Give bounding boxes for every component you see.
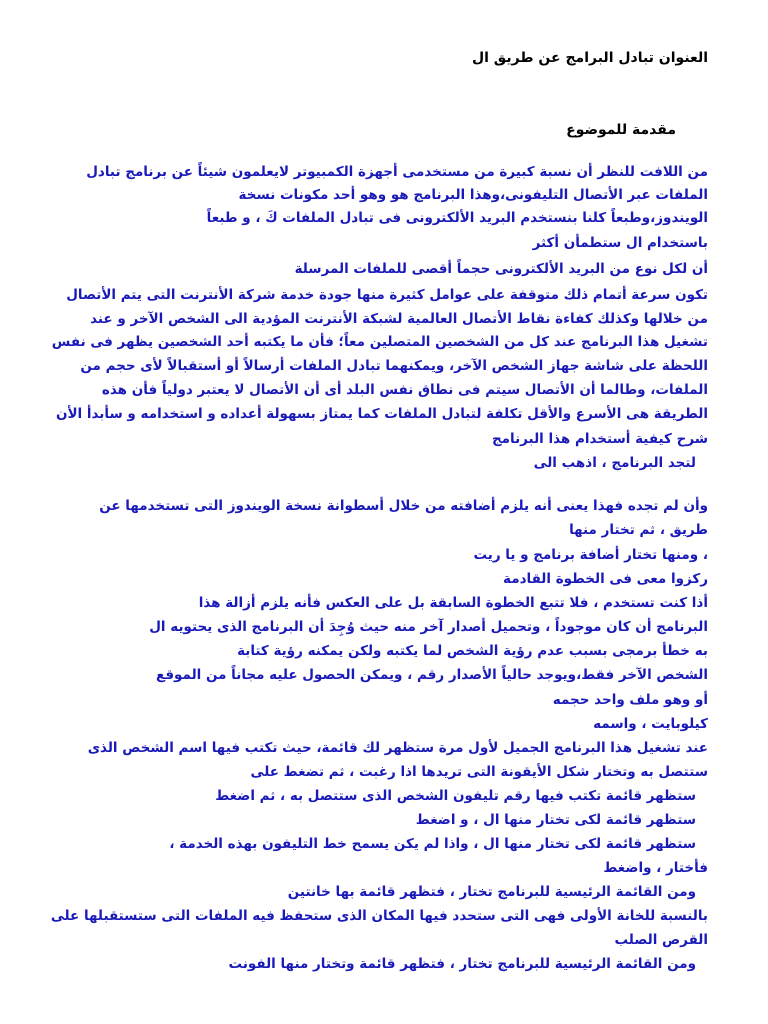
- body-line: ركزوا معى فى الخطوة القادمة: [503, 571, 708, 587]
- body-line: من خلالها وكذلك كفاءة نقاط الأتصال العالمية لشبكة الأنترنت المؤدية الى الشخص الآخر و عند: [90, 311, 708, 327]
- body-line: شرح كيفية أستخدام هذا البرنامج: [491, 431, 708, 447]
- body-line: الويندوز،وطبعاً كلنا بنستخدم البريد الألكترونى فى تبادل الملفات كَ ، و طبعاً: [206, 210, 708, 226]
- body-line: أذا كنت تستخدم ، فلا تتبع الخطوة السابقة بل على العكس فأنه يلزم أزالة هذا: [198, 595, 708, 611]
- body-line: ستظهر قائمة تكتب فيها رقم تليفون الشخص الذى ستتصل به ، ثم اضغط: [215, 788, 696, 804]
- body-line: البرنامج أن كان موجوداً ، وتحميل أصدار آخر منه حيث وُجِدَ أن البرنامج الذى يحتويه ال: [149, 619, 708, 635]
- body-line: اللحظة على شاشة جهاز الشخص الآخر، ويمكنهما تبادل الملفات أرسالاً أو أستقبالاً لأى حجم من: [80, 358, 708, 374]
- intro-heading: مقدمة للموضوع: [566, 122, 676, 138]
- body-line: أو وهو ملف واحد حجمه: [552, 692, 708, 708]
- document-title: العنوان تبادل البرامج عن طريق ال: [471, 50, 708, 66]
- body-line: ستتصل به وتختار شكل الأيقونة التى تريدها اذا رغبت ، ثم تضغط على: [250, 764, 708, 780]
- body-line: تشغيل هذا البرنامج عند كل من الشخصين المتصلين معاً؛ فأن ما يكتبه أحد الشخصين يظهر فى نفس: [51, 334, 708, 350]
- body-line: كيلوبايت ، واسمه: [593, 716, 708, 732]
- body-line: تكون سرعة أتمام ذلك متوقفة على عوامل كثيرة منها جودة خدمة شركة الأنترنت التى يتم الأتصال: [66, 287, 708, 303]
- body-line: ستظهر قائمة لكى تختار منها ال ، و اضغط: [415, 812, 696, 828]
- body-line: عند تشغيل هذا البرنامج الجميل لأول مرة ستظهر لك قائمة، حيث تكتب فيها اسم الشخص الذى: [87, 740, 708, 756]
- body-line: بالنسبة للخانة الأولى فهى التى ستحدد فيها المكان الذى ستحفظ فيه الملفات التى ستستقبلها على: [50, 908, 708, 924]
- body-line: فأختار ، واضغط: [603, 860, 708, 876]
- body-line: أن لكل نوع من البريد الألكترونى حجماً أقصى للملفات المرسلة: [294, 261, 708, 277]
- body-line: ومن القائمة الرئيسية للبرنامج تختار ، فتظهر قائمة وتختار منها الفونت: [228, 956, 696, 972]
- body-line: ستظهر قائمة لكى تختار منها ال ، واذا لم يكن يسمح خط التليفون بهذه الخدمة ،: [169, 836, 696, 852]
- body-line: ومن القائمة الرئيسية للبرنامج تختار ، فتظهر قائمة بها خانتين: [287, 884, 696, 900]
- body-line: الملفات، وطالما أن الأتصال سيتم فى نطاق نفس البلد أى أن الأتصال لا يعتبر دولياً فأن هذه: [101, 382, 708, 398]
- body-line: وأن لم تجده فهذا يعنى أنه يلزم أضافته من خلال أسطوانة نسخة الويندوز التى تستخدمها عن: [99, 498, 708, 514]
- body-line: الطريقة هى الأسرع والأقل تكلفة لتبادل الملفات كما يمتاز بسهولة أعداده و استخدامه و سأبدأ الأن: [55, 406, 708, 422]
- body-line: من اللافت للنظر أن نسبة كبيرة من مستخدمى أجهزة الكمبيوتر لايعلمون شيئاً عن برنامج تبادل: [86, 164, 708, 180]
- body-line: القرص الصلب: [614, 932, 708, 948]
- body-line: الشخص الآخر فقط،ويوجد حالياً الأصدار رقم ، ويمكن الحصول عليه مجاناً من الموقع: [156, 667, 708, 683]
- body-line: ، ومنها تختار أضافة برنامج و يا ريت: [473, 547, 708, 563]
- body-line: طريق ، ثم تختار منها: [569, 522, 708, 538]
- body-line: باستخدام ال ستطمأن أكثر: [532, 235, 708, 251]
- body-line: الملفات عبر الأتصال التليفونى،وهذا البرنامج هو وهو أحد مكونات نسخة: [238, 187, 708, 203]
- body-line: به خطأ برمجى بسبب عدم رؤية الشخص لما يكتبه ولكن يمكنه رؤية كتابة: [237, 643, 708, 659]
- body-line: لتجد البرنامج ، اذهب الى: [533, 455, 696, 471]
